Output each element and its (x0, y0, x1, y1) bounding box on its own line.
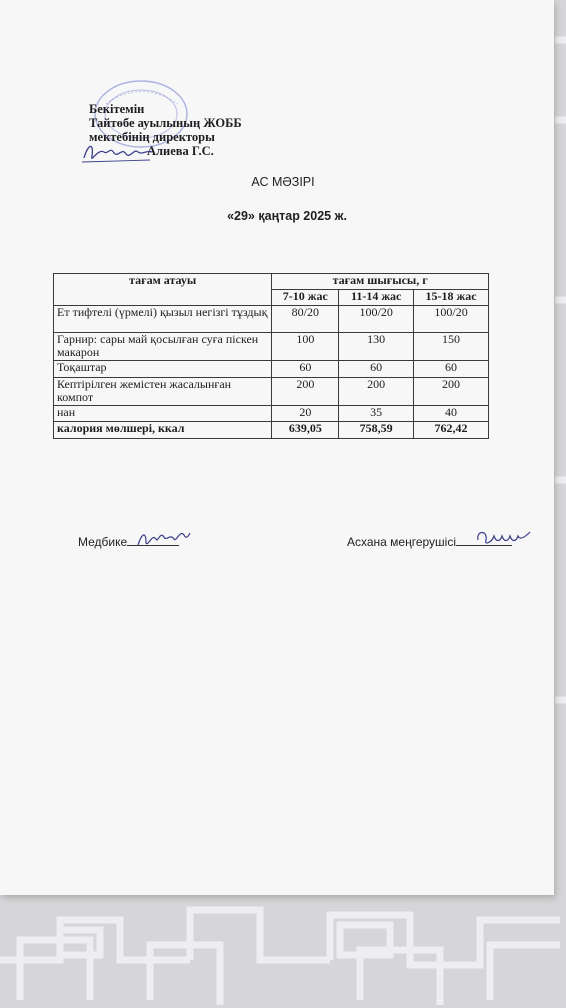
table-row (54, 361, 489, 378)
portion-7-10: 20 (272, 406, 339, 422)
table-total-row (54, 422, 489, 439)
portion-7-10: 60 (272, 361, 339, 378)
total-7-10: 639,05 (272, 422, 339, 439)
dish-name: Тоқаштар (54, 361, 272, 378)
approval-line-1: Бекітемін (89, 102, 145, 116)
dish-name: Ет тифтелі (үрмелі) қызыл негізгі тұздық (54, 306, 272, 333)
header-dish-name: тағам атауы (54, 274, 272, 306)
director-signature (80, 138, 155, 168)
dish-name: Гарнир: сары май қосылған суға піскен макарон (54, 333, 272, 361)
table-row (54, 306, 489, 333)
table-row (54, 333, 489, 361)
portion-11-14: 200 (339, 378, 414, 406)
approval-line-3: мектебінің директоры (89, 130, 215, 144)
portion-11-14: 130 (339, 333, 414, 361)
portion-15-18: 100/20 (414, 306, 489, 333)
total-label: калория мөлшері, ккал (54, 422, 272, 439)
table-header-row (54, 274, 489, 290)
director-name: Алиева Г.С. (147, 144, 214, 158)
nurse-label: Медбике (78, 535, 128, 549)
dish-name: Кептірілген жемістен жасалынған компот (54, 378, 272, 406)
menu-date: «29» қаңтар 2025 ж. (227, 209, 347, 223)
dish-name: нан (54, 406, 272, 422)
portion-7-10: 100 (272, 333, 339, 361)
total-11-14: 758,59 (339, 422, 414, 439)
header-age-1: 7-10 жас (272, 290, 339, 306)
portion-11-14: 35 (339, 406, 414, 422)
kitchen-head-signature (474, 526, 532, 550)
header-age-3: 15-18 жас (414, 290, 489, 306)
approval-line-2: Тайтөбе ауылының ЖОББ (89, 116, 242, 130)
portion-7-10: 80/20 (272, 306, 339, 333)
kitchen-head-label: Асхана меңгерушісі (347, 535, 457, 549)
portion-15-18: 150 (414, 333, 489, 361)
table-row (54, 406, 489, 422)
nurse-signature (134, 525, 192, 551)
header-output: тағам шығысы, г (272, 274, 489, 290)
portion-11-14: 100/20 (339, 306, 414, 333)
header-age-2: 11-14 жас (339, 290, 414, 306)
total-15-18: 762,42 (414, 422, 489, 439)
portion-15-18: 200 (414, 378, 489, 406)
portion-15-18: 40 (414, 406, 489, 422)
portion-15-18: 60 (414, 361, 489, 378)
table-row (54, 378, 489, 406)
portion-7-10: 200 (272, 378, 339, 406)
portion-11-14: 60 (339, 361, 414, 378)
menu-table (53, 273, 489, 439)
menu-title: АС МӘЗІРІ (251, 175, 315, 189)
